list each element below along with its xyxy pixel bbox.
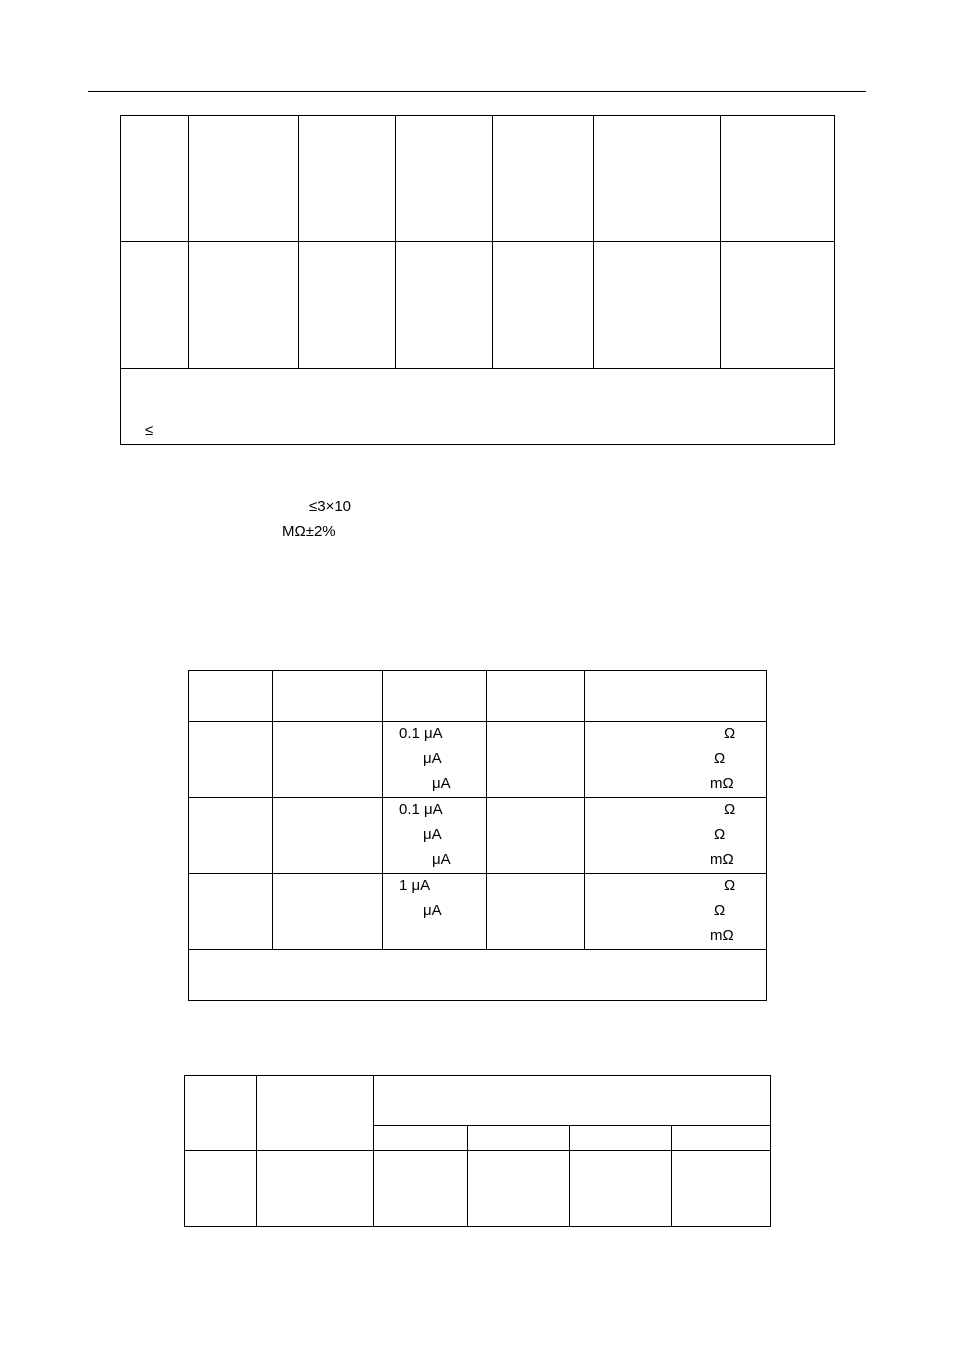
table-cell: [594, 116, 721, 242]
body-text-line-1: ≤3×10: [309, 498, 352, 515]
current-value: μA: [423, 826, 442, 843]
table-cell: [487, 798, 585, 874]
resistance-unit: mΩ: [710, 927, 734, 944]
table-cell: [396, 242, 493, 369]
table-cell: [493, 116, 594, 242]
table-cell: [273, 798, 383, 874]
resistance-unit: mΩ: [710, 851, 734, 868]
resistance-unit: Ω: [724, 877, 736, 894]
table-note-row: [121, 369, 835, 445]
table-cell: [672, 1151, 771, 1227]
table-cell: [721, 116, 835, 242]
table-cell: [189, 116, 299, 242]
header-rule: [88, 91, 866, 92]
table-header-cell: [273, 671, 383, 722]
current-value: μA: [432, 775, 451, 792]
table-header-cell: [570, 1126, 672, 1151]
spec-table-1: [120, 115, 835, 445]
current-value: μA: [423, 902, 442, 919]
table-header-cell: [257, 1076, 374, 1151]
table-row: [121, 116, 835, 242]
resistance-unit: Ω: [714, 826, 726, 843]
current-cell: [383, 874, 487, 950]
table-header-cell: [374, 1076, 771, 1126]
resistance-cell: [585, 722, 767, 798]
table-note-cell: [121, 369, 835, 445]
table-cell: [487, 722, 585, 798]
table-row: [189, 798, 767, 874]
table-cell: [189, 798, 273, 874]
table-header-cell: [672, 1126, 771, 1151]
current-value: μA: [432, 851, 451, 868]
resistance-unit: Ω: [714, 902, 726, 919]
table-cell: [189, 722, 273, 798]
table-header-cell: [185, 1076, 257, 1151]
resistance-cell: [585, 798, 767, 874]
table-cell: [189, 874, 273, 950]
table-cell: [185, 1151, 257, 1227]
table-row: [121, 242, 835, 369]
table-header-cell: [383, 671, 487, 722]
table-note-row: [189, 950, 767, 1001]
table-cell: [594, 242, 721, 369]
table-cell: [189, 242, 299, 369]
current-value: 0.1 μA: [399, 801, 443, 818]
table-cell: [299, 242, 396, 369]
table-row: [185, 1151, 771, 1227]
table-cell: [121, 242, 189, 369]
table-cell: [570, 1151, 672, 1227]
table-note-cell: [189, 950, 767, 1001]
table-row: [189, 874, 767, 950]
table-row: [189, 722, 767, 798]
table-cell: [396, 116, 493, 242]
current-cell: [383, 722, 487, 798]
table-cell: [273, 874, 383, 950]
spec-table-3: [184, 1075, 771, 1227]
resistance-unit: Ω: [714, 750, 726, 767]
table-cell: [257, 1151, 374, 1227]
current-value: 1 μA: [399, 877, 431, 894]
body-text-line-2: MΩ±2%: [282, 523, 336, 540]
table-header-cell: [585, 671, 767, 722]
resistance-unit: mΩ: [710, 775, 734, 792]
note-symbol: ≤: [145, 422, 154, 439]
table-cell: [273, 722, 383, 798]
table-cell: [468, 1151, 570, 1227]
current-value: μA: [423, 750, 442, 767]
table-header-cell: [487, 671, 585, 722]
table-cell: [374, 1151, 468, 1227]
resistance-unit: Ω: [724, 801, 736, 818]
table-cell: [487, 874, 585, 950]
table-header-cell: [374, 1126, 468, 1151]
table-header-row: [189, 671, 767, 722]
table-cell: [721, 242, 835, 369]
resistance-unit: Ω: [724, 725, 736, 742]
current-cell: [383, 798, 487, 874]
table-header-cell: [189, 671, 273, 722]
table-cell: [493, 242, 594, 369]
table-header-cell: [468, 1126, 570, 1151]
resistance-cell: [585, 874, 767, 950]
table-header-row: [185, 1076, 771, 1126]
current-value: 0.1 μA: [399, 725, 443, 742]
table-cell: [121, 116, 189, 242]
spec-table-2: [188, 670, 767, 1001]
table-cell: [299, 116, 396, 242]
